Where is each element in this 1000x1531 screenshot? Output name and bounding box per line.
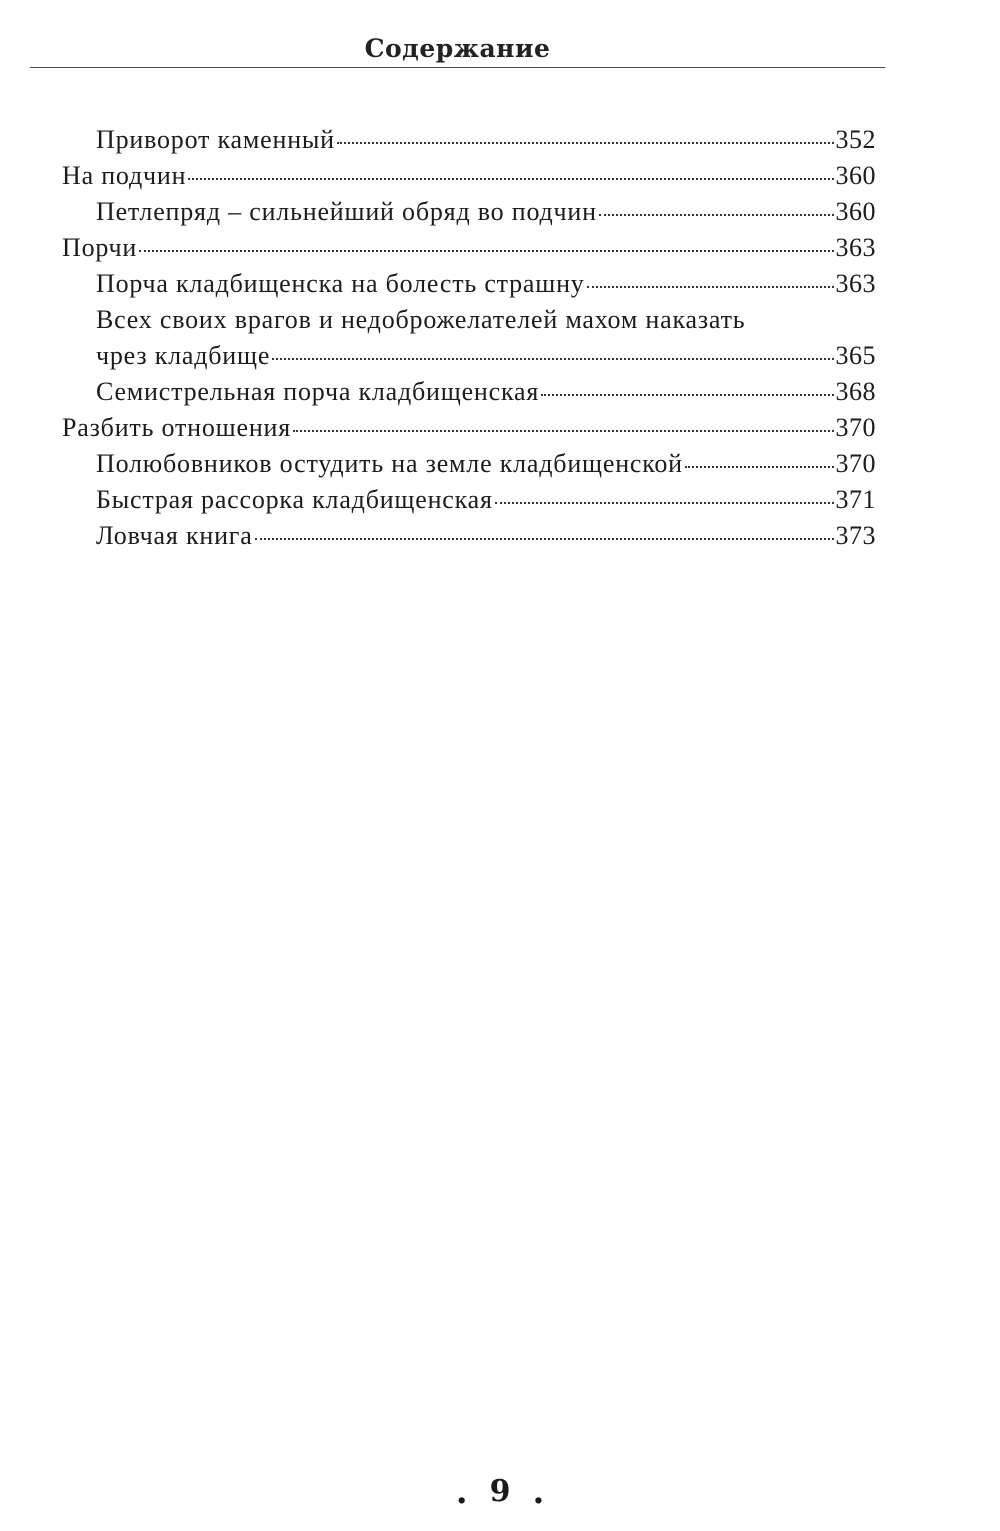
toc-entry-title: Петлепряд – сильнейший обряд во подчин — [96, 197, 597, 226]
toc-entry[interactable] — [62, 374, 876, 410]
toc-entry-page: 368 — [835, 377, 876, 406]
page-number: 9 — [489, 1474, 511, 1509]
footer-ornament-left: . — [455, 1472, 468, 1512]
toc-entry-page: 360 — [835, 197, 876, 226]
header-rule — [30, 67, 885, 68]
toc-entry[interactable] — [62, 230, 876, 266]
toc-entry-page: 363 — [835, 233, 876, 262]
dot-leader — [337, 142, 834, 144]
table-of-contents — [62, 122, 876, 554]
toc-entry-page: 373 — [835, 521, 876, 550]
dot-leader — [139, 250, 833, 252]
toc-entry-page: 370 — [835, 413, 876, 442]
dot-leader — [599, 214, 834, 216]
toc-entry-page: 370 — [835, 449, 876, 478]
page-footer — [0, 1470, 1000, 1510]
toc-entry[interactable] — [62, 122, 876, 158]
dot-leader — [541, 394, 833, 396]
toc-entry[interactable] — [62, 302, 876, 374]
toc-entry-title: Приворот каменный — [96, 125, 335, 154]
footer-ornament-right: . — [532, 1472, 545, 1512]
toc-entry[interactable] — [62, 194, 876, 230]
toc-entry-page: 352 — [835, 125, 876, 154]
dot-leader — [255, 538, 834, 540]
toc-entry-title-line2: чрез кладбище — [96, 341, 271, 370]
dot-leader — [495, 502, 834, 504]
running-header — [30, 30, 885, 72]
toc-entry-title: Быстрая рассорка кладбищенская — [96, 485, 493, 514]
toc-entry[interactable] — [62, 266, 876, 302]
dot-leader — [188, 178, 833, 180]
dot-leader — [685, 466, 834, 468]
toc-entry-title: Полюбовников остудить на земле кладбищенской — [96, 449, 683, 478]
dot-leader — [587, 286, 834, 288]
toc-entry-title: Разбить отношения — [62, 413, 292, 442]
dot-leader — [272, 358, 833, 360]
toc-entry-page: 371 — [835, 485, 876, 514]
toc-entry-title: Семистрельная порча кладбищенская — [96, 377, 540, 406]
toc-entry-title: На подчин — [62, 161, 187, 190]
toc-entry-page: 363 — [835, 269, 876, 298]
toc-entry[interactable] — [62, 158, 876, 194]
toc-entry[interactable] — [62, 518, 876, 554]
toc-entry-title: Ловчая книга — [96, 521, 253, 550]
toc-entry-title: Порча кладбищенска на болесть страшну — [96, 269, 585, 298]
toc-entry-title: Порчи — [62, 233, 138, 262]
toc-entry[interactable] — [62, 482, 876, 518]
toc-entry[interactable] — [62, 446, 876, 482]
toc-entry[interactable] — [62, 410, 876, 446]
toc-entry-page: 365 — [835, 341, 876, 370]
header-title: Содержание — [364, 34, 551, 63]
toc-entry-page: 360 — [835, 161, 876, 190]
toc-entry-title-line1: Всех своих врагов и недоброжелателей махом наказать — [96, 305, 746, 334]
dot-leader — [293, 430, 833, 432]
